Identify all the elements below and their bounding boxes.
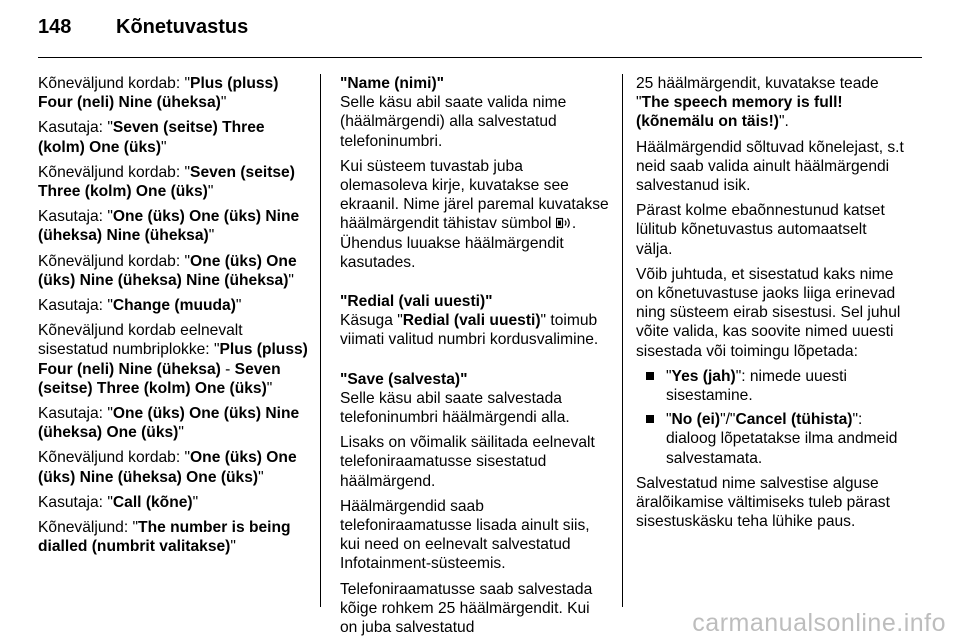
paragraph: Salvestatud nime salvestise alguse äralõikamise vältimiseks tuleb pärast sisestuskäsku teha lühike paus. bbox=[636, 474, 890, 531]
paragraph: Kõneväljund: "The number is being dialled (numbrit valitakse)" bbox=[38, 519, 291, 556]
paragraph: Lisaks on võimalik säilitada eelnevalt telefoniraamatusse sisestatud häälmärgend. bbox=[340, 434, 595, 490]
section-heading: "Save (salvesta)" bbox=[340, 370, 468, 388]
column-1 bbox=[38, 74, 310, 562]
section-heading: "Name (nimi)" bbox=[340, 75, 445, 92]
paragraph: Kasutaja: "Seven (seitse) Three (kolm) One (üks)" bbox=[38, 119, 265, 156]
paragraph: Kasutaja: "Call (kõne)" bbox=[38, 493, 199, 511]
paragraph: Kõneväljund kordab: "One (üks) One (üks) Nine (üheksa) One (üks)" bbox=[38, 449, 297, 486]
paragraph: Kasutaja: "One (üks) One (üks) Nine (üheksa) One (üks)" bbox=[38, 405, 300, 442]
paragraph: Kõneväljund kordab: "One (üks) One (üks) Nine (üheksa) Nine (üheksa)" bbox=[38, 252, 297, 289]
voice-tag-icon bbox=[556, 217, 572, 229]
paragraph: Telefoniraamatusse saab salvestada kõige rohkem 25 häälmärgendit. Kui on juba salvestatud bbox=[340, 580, 593, 637]
column-3 bbox=[636, 74, 906, 537]
paragraph: Pärast kolme ebaõnnestunud katset lülitub kõnetuvastus automaatselt välja. bbox=[636, 202, 885, 258]
bullet-icon bbox=[646, 415, 654, 423]
paragraph: Selle käsu abil saate valida nime (häälmärgendi) alla salvestatud telefoninumbri. bbox=[340, 94, 567, 150]
paragraph: Kasutaja: "Change (muuda)" bbox=[38, 297, 242, 315]
paragraph: Häälmärgendid saab telefoniraamatusse lisada ainult siis, kui need on eelnevalt salvestatud Infotainment-süsteemis. bbox=[340, 497, 590, 573]
paragraph: Kui süsteem tuvastab juba olemasoleva kirje, kuvatakse see ekraanil. Nime järel paremal kuvatakse häälmärgendit tähistav sümbol . Ühendus luuakse häälmärgendit kasutades. bbox=[340, 157, 609, 271]
paragraph: Kasutaja: "One (üks) One (üks) Nine (üheksa) Nine (üheksa)" bbox=[38, 208, 300, 245]
list-item: "Yes (jah)": nimede uuesti sisestamine. bbox=[636, 367, 906, 405]
section-heading: "Redial (vali uuesti)" bbox=[340, 293, 493, 311]
paragraph: Võib juhtuda, et sisestatud kaks nime on kõnetuvastuse jaoks liiga erinevad ning süsteem eirab sisestusi. Sel juhul võite valida, kas soovite nimed uuesti sisestada või toimingu lõpetada: bbox=[636, 265, 901, 360]
paragraph: Häälmärgendid sõltuvad kõnelejast, s.t neid saab valida ainult häälmärgendi salvestanud isik. bbox=[636, 138, 904, 195]
page-number: 148 bbox=[38, 16, 72, 38]
column-2 bbox=[340, 74, 610, 643]
paragraph: Kõneväljund kordab: "Seven (seitse) Three (kolm) One (üks)" bbox=[38, 163, 295, 201]
list-item: "No (ei)"/"Cancel (tühista)": dialoog lõpetatakse ilma andmeid salvestamata. bbox=[636, 410, 906, 468]
paragraph: Käsuga "Redial (vali uuesti)" toimub viimati valitud numbri kordusvalimine. bbox=[340, 312, 599, 349]
watermark: carmanualsonline.info bbox=[692, 609, 946, 637]
paragraph: Kõneväljund kordab: "Plus (pluss) Four (neli) Nine (üheksa)" bbox=[38, 75, 279, 112]
page-title: Kõnetuvastus bbox=[116, 16, 249, 38]
column-divider bbox=[622, 74, 623, 607]
paragraph: Selle käsu abil saate salvestada telefoninumbri häälmärgendi alla. bbox=[340, 389, 570, 427]
paragraph: 25 häälmärgendit, kuvatakse teade "The speech memory is full! (kõnemälu on täis!)". bbox=[636, 75, 879, 131]
bullet-icon bbox=[646, 372, 654, 380]
paragraph: Kõneväljund kordab eelnevalt sisestatud numbriplokke: "Plus (pluss) Four (neli) Nine (üheksa) - Seven (seitse) Three (kolm) One (üks)" bbox=[38, 322, 308, 397]
option-list bbox=[636, 367, 906, 468]
page-header bbox=[38, 16, 248, 50]
header-rule bbox=[38, 57, 922, 58]
column-divider bbox=[320, 74, 321, 607]
